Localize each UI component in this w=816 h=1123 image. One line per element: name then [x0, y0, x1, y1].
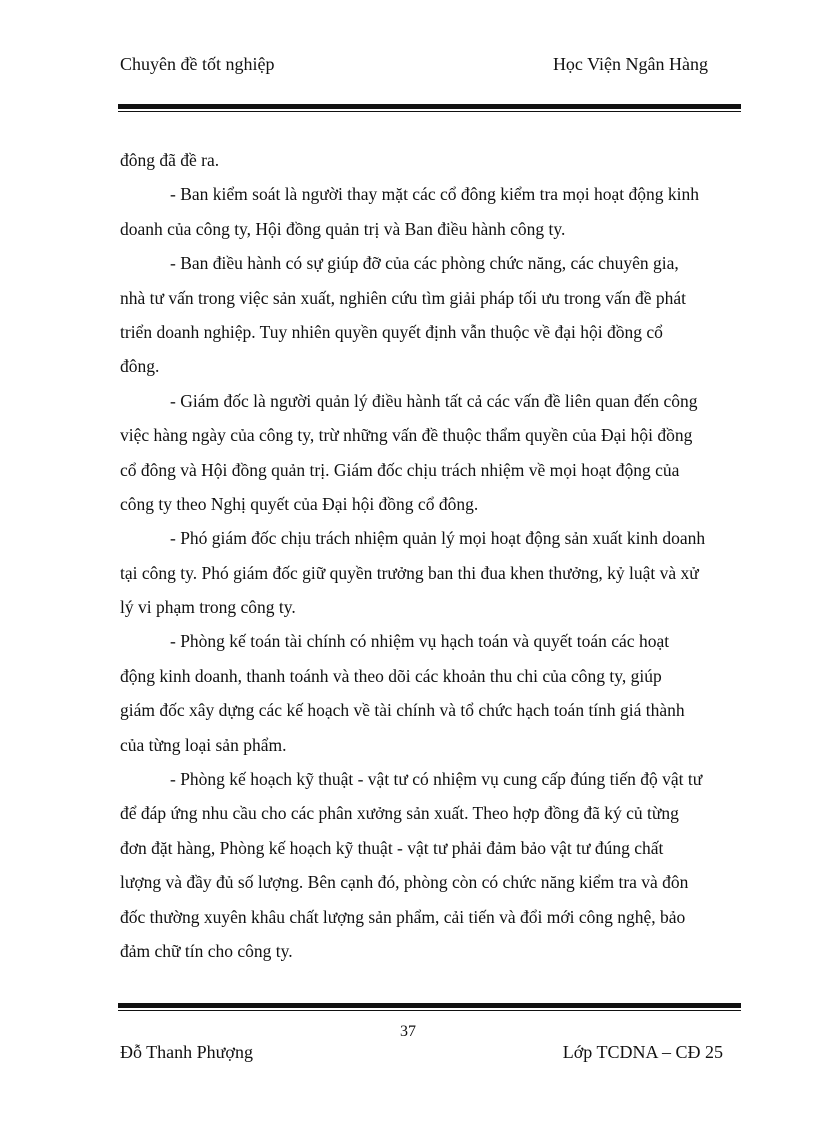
text-line: doanh của công ty, Hội đồng quản trị và Ban điều hành công ty.	[120, 218, 566, 239]
text-line: - Ban điều hành có sự giúp đỡ của các phòng chức năng, các chuyên gia,	[170, 253, 679, 274]
text-line: - Giám đốc là người quản lý điều hành tất cả các vấn đề liên quan đến công	[170, 390, 698, 411]
text-line: cổ đông và Hội đồng quản trị. Giám đốc chịu trách nhiệm về mọi hoạt động của	[120, 459, 680, 480]
text-line: đơn đặt hàng, Phòng kế hoạch kỹ thuật - vật tư phải đảm bảo vật tư đúng chất	[120, 837, 664, 858]
header-institution: Học Viện Ngân Hàng	[552, 54, 708, 74]
text-line: nhà tư vấn trong việc sản xuất, nghiên cứu tìm giải pháp tối ưu trong vấn đề phát	[120, 287, 686, 308]
text-line: động kinh doanh, thanh toánh và theo dõi các khoản thu chi của công ty, giúp	[120, 665, 662, 686]
text-line: để đáp ứng nhu cầu cho các phân xưởng sản xuất. Theo hợp đồng đã ký củ từng	[120, 803, 679, 824]
text-line: - Phòng kế hoạch kỹ thuật - vật tư có nhiệm vụ cung cấp đúng tiến độ vật tư	[170, 769, 703, 790]
text-line: việc hàng ngày của công ty, trừ những vấn đề thuộc thẩm quyền của Đại hội đồng	[120, 425, 693, 446]
footer-class: Lớp TCDNA – CĐ 25	[562, 1042, 723, 1062]
text-line: - Phó giám đốc chịu trách nhiệm quản lý mọi hoạt động sản xuất kinh doanh	[170, 528, 706, 549]
text-line: đảm chữ tín cho công ty.	[120, 940, 293, 961]
text-line: - Phòng kế toán tài chính có nhiệm vụ hạch toán và quyết toán các hoạt	[170, 631, 670, 652]
text-line: đốc thường xuyên khâu chất lượng sản phẩm, cải tiến và đổi mới công nghệ, bảo	[120, 906, 686, 927]
text-line: tại công ty. Phó giám đốc giữ quyền trưởng ban thi đua khen thưởng, kỷ luật và xử	[120, 562, 699, 583]
text-line: lượng và đầy đủ số lượng. Bên cạnh đó, phòng còn có chức năng kiểm tra và đôn	[120, 872, 689, 893]
header-rule	[118, 104, 741, 112]
footer-rule	[118, 1003, 741, 1011]
text-line: lý vi phạm trong công ty.	[120, 597, 296, 618]
text-line: đông đã đề ra.	[120, 150, 220, 170]
text-line: đông.	[120, 356, 160, 377]
page-number: 37	[400, 1023, 416, 1040]
header-document-type: Chuyên đề tốt nghiệp	[120, 54, 275, 74]
body-text	[120, 143, 740, 968]
text-line: - Ban kiểm soát là người thay mặt các cổ đông kiểm tra mọi hoạt động kinh	[170, 184, 700, 205]
text-line: công ty theo Nghị quyết của Đại hội đồng cổ đông.	[120, 493, 479, 514]
text-line: giám đốc xây dựng các kế hoạch về tài chính và tổ chức hạch toán tính giá thành	[120, 700, 685, 721]
text-line: của từng loại sản phẩm.	[120, 734, 287, 755]
footer-author: Đỗ Thanh Phượng	[120, 1042, 253, 1062]
text-line: triển doanh nghiệp. Tuy nhiên quyền quyết định vẫn thuộc về đại hội đồng cổ	[120, 321, 663, 342]
